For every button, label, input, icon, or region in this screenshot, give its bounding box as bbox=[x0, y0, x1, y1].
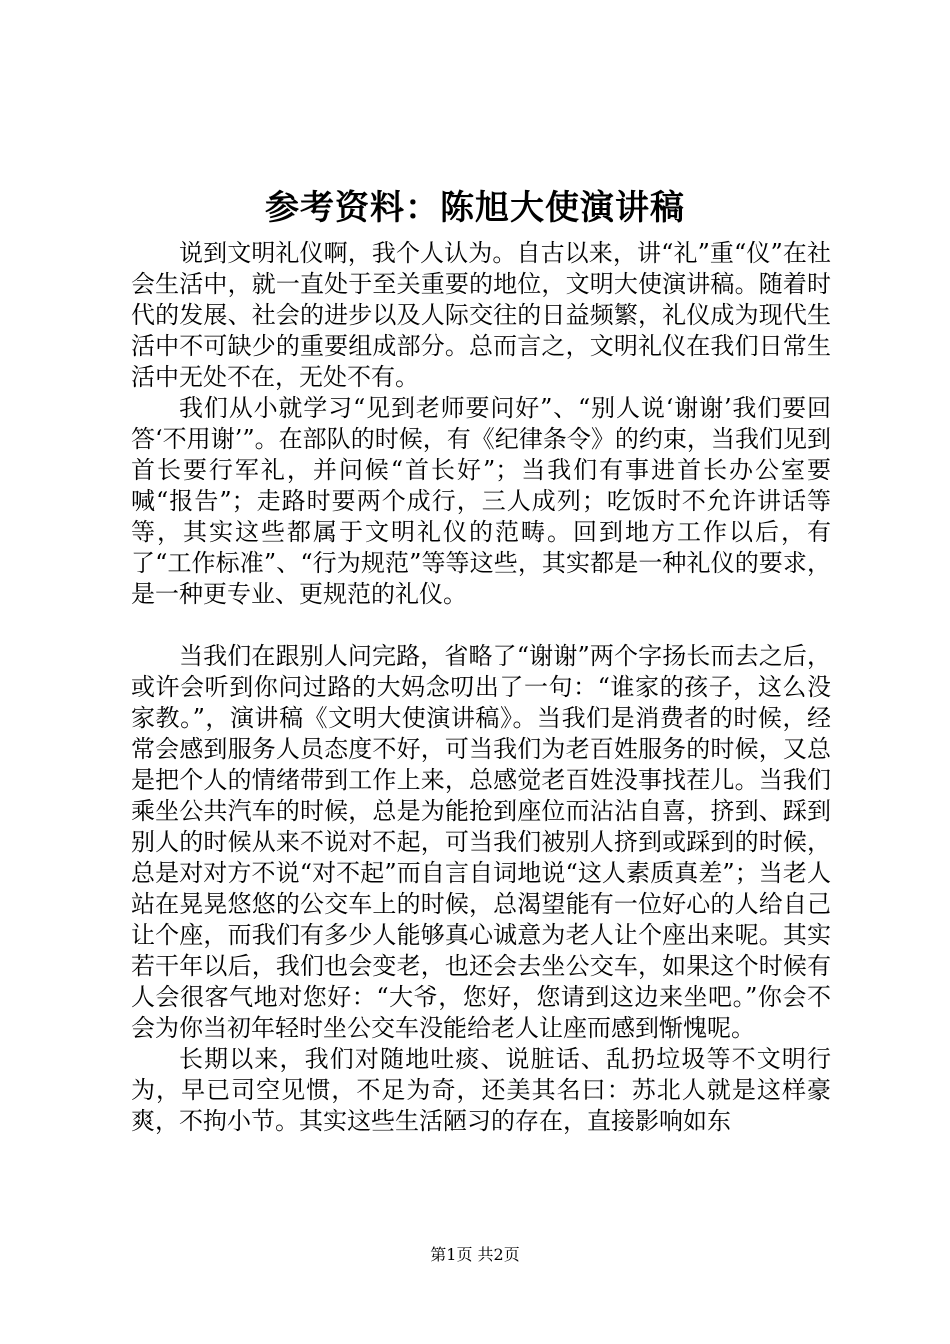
paragraph-3: 当我们在跟别人问完路，省略了“谢谢”两个字扬长而去之后，或许会听到你问过路的大妈念叨出了一句：“谁家的孩子，这么没家教。”，演讲稿《文明大使演讲稿》。当我们是消费者的时候，经常会感到服务人员态度不好，可当我们为老百姓服务的时候，又总是把个人的情绪带到工作上来，总感觉老百姓没事找茬儿。当我们乘坐公共汽车的时候，总是为能抢到座位而沾沾自喜，挤到、踩到别人的时候从来不说对不起，可当我们被别人挤到或踩到的时候，总是对对方不说“对不起”而自言自词地说“这人素质真差”；当老人站在晃晃悠悠的公交车上的时候，总渴望能有一位好心的人给自己让个座，而我们有多少人能够真心诚意为老人让个座出来呢。其实若干年以后，我们也会变老，也还会去坐公交车，如果这个时候有人会很客气地对您好：“大爷，您好，您请到这边来坐吧。”你会不会为你当初年轻时坐公交车没能给老人让座而感到惭愧呢。 bbox=[131, 642, 831, 1042]
document-title: 参考资料：陈旭大使演讲稿 bbox=[265, 188, 685, 228]
paragraph-1: 说到文明礼仪啊，我个人认为。自古以来，讲“礼”重“仪”在社会生活中，就一直处于至关重要的地位，文明大使演讲稿。随着时代的发展、社会的进步以及人际交往的日益频繁，礼仪成为现代生活中不可缺少的重要组成部分。总而言之，文明礼仪在我们日常生活中无处不在，无处不有。 bbox=[131, 239, 831, 391]
page-footer: 第1页 共2页 bbox=[430, 1245, 520, 1264]
document-body bbox=[131, 238, 831, 1137]
paragraph-2: 我们从小就学习“见到老师要问好”、“别人说‘谢谢’我们要回答‘不用谢’”。在部队的时候，有《纪律条令》的约束，当我们见到首长要行军礼，并问候“首长好”；当我们有事进首长办公室要喊“报告”；走路时要两个成行，三人成列；吃饭时不允许讲话等等，其实这些都属于文明礼仪的范畴。回到地方工作以后，有了“工作标准”、“行为规范”等等这些，其实都是一种礼仪的要求，是一种更专业、更规范的礼仪。 bbox=[131, 394, 831, 608]
paragraph-4: 长期以来，我们对随地吐痰、说脏话、乱扔垃圾等不文明行为，早已司空见惯，不足为奇，还美其名曰：苏北人就是这样豪爽，不拘小节。其实这些生活陋习的存在，直接影响如东 bbox=[131, 1045, 831, 1135]
